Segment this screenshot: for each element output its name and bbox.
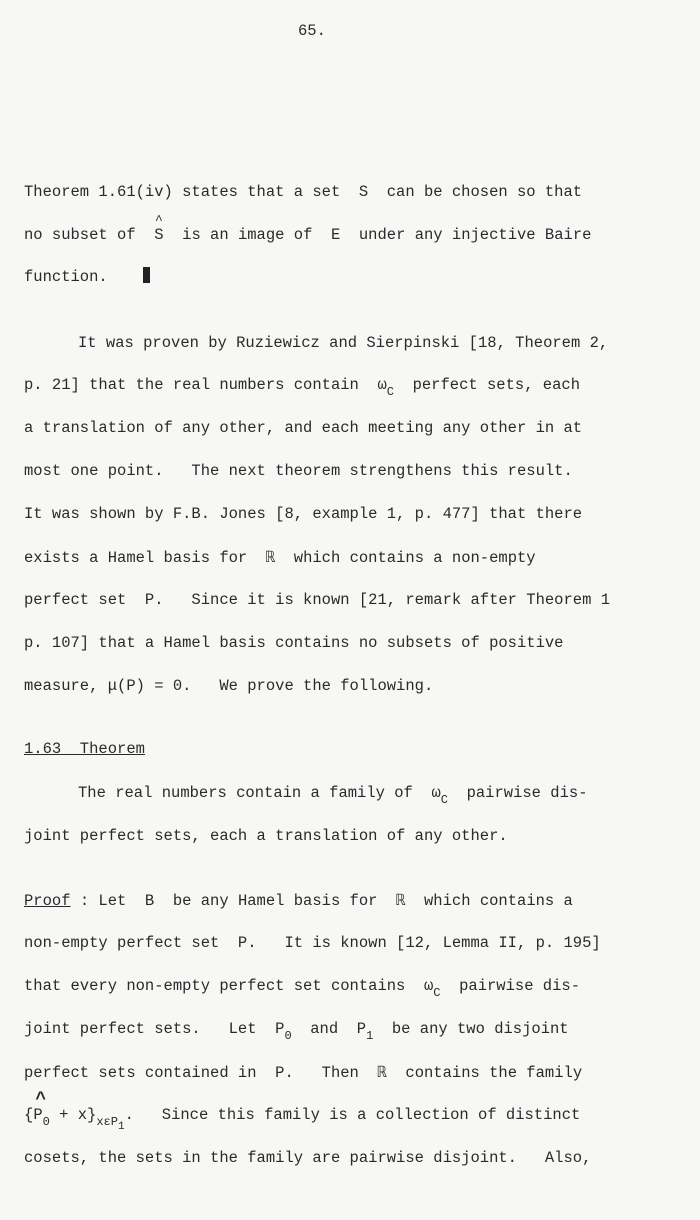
text-line: exists a Hamel basis for ℝ which contains a non-empty	[24, 549, 536, 567]
text-line: {^ $P_0 + x\}_{x\varepsilon P1}$. Since this family is a collection of distinct	[24, 1106, 580, 1124]
text-line: perfect set P. Since it is known [21, remark after Theorem 1	[24, 591, 610, 609]
text-line: Proof : Let B be any Hamel basis for ℝ which contains a	[24, 892, 573, 910]
theorem-heading: 1.63 Theorem	[24, 740, 145, 758]
qed-mark	[143, 267, 150, 283]
text-line: p. 107] that a Hamel basis contains no subsets of positive	[24, 634, 564, 652]
text-line: joint perfect sets, each a translation of any other.	[24, 827, 508, 845]
text-line: function.	[24, 268, 108, 286]
text-line: most one point. The next theorem strengthens this result.	[24, 462, 573, 480]
text-line: It was proven by Ruziewicz and Sierpinski [18, Theorem 2,	[78, 334, 609, 352]
text-line: p. 21] that the real numbers contain $\omega_C$ perfect sets, each	[24, 376, 580, 399]
text-line: The real numbers contain a family of $\omega_C$ pairwise dis-	[78, 784, 588, 807]
text-line: cosets, the sets in the family are pairwise disjoint. Also,	[24, 1149, 592, 1167]
text-line: It was shown by F.B. Jones [8, example 1, p. 477] that there	[24, 505, 583, 523]
text-line: joint perfect sets. Let $P_0$ and $P_1$ be any two disjoint	[24, 1020, 569, 1043]
text-line: no subset of ^ S is an image of E under any injective Baire	[24, 226, 591, 244]
text-line: measure, μ(P) = 0. We prove the following.	[24, 677, 434, 695]
text-line: Theorem 1.61(iv) states that a set S can be chosen so that	[24, 183, 583, 201]
text-line: perfect sets contained in P. Then ℝ contains the family	[24, 1064, 583, 1082]
hat-symbol: ^ S	[154, 226, 163, 244]
text-line: non-empty perfect set P. It is known [12, Lemma II, p. 195]	[24, 934, 601, 952]
text-line: a translation of any other, and each meeting any other in at	[24, 419, 583, 437]
hat-symbol: ^ P	[33, 1106, 42, 1124]
page-number: 65.	[298, 22, 326, 40]
text-line: that every non-empty perfect set contains $\omega_C$ pairwise dis-	[24, 977, 581, 1000]
proof-label: Proof	[24, 892, 71, 910]
